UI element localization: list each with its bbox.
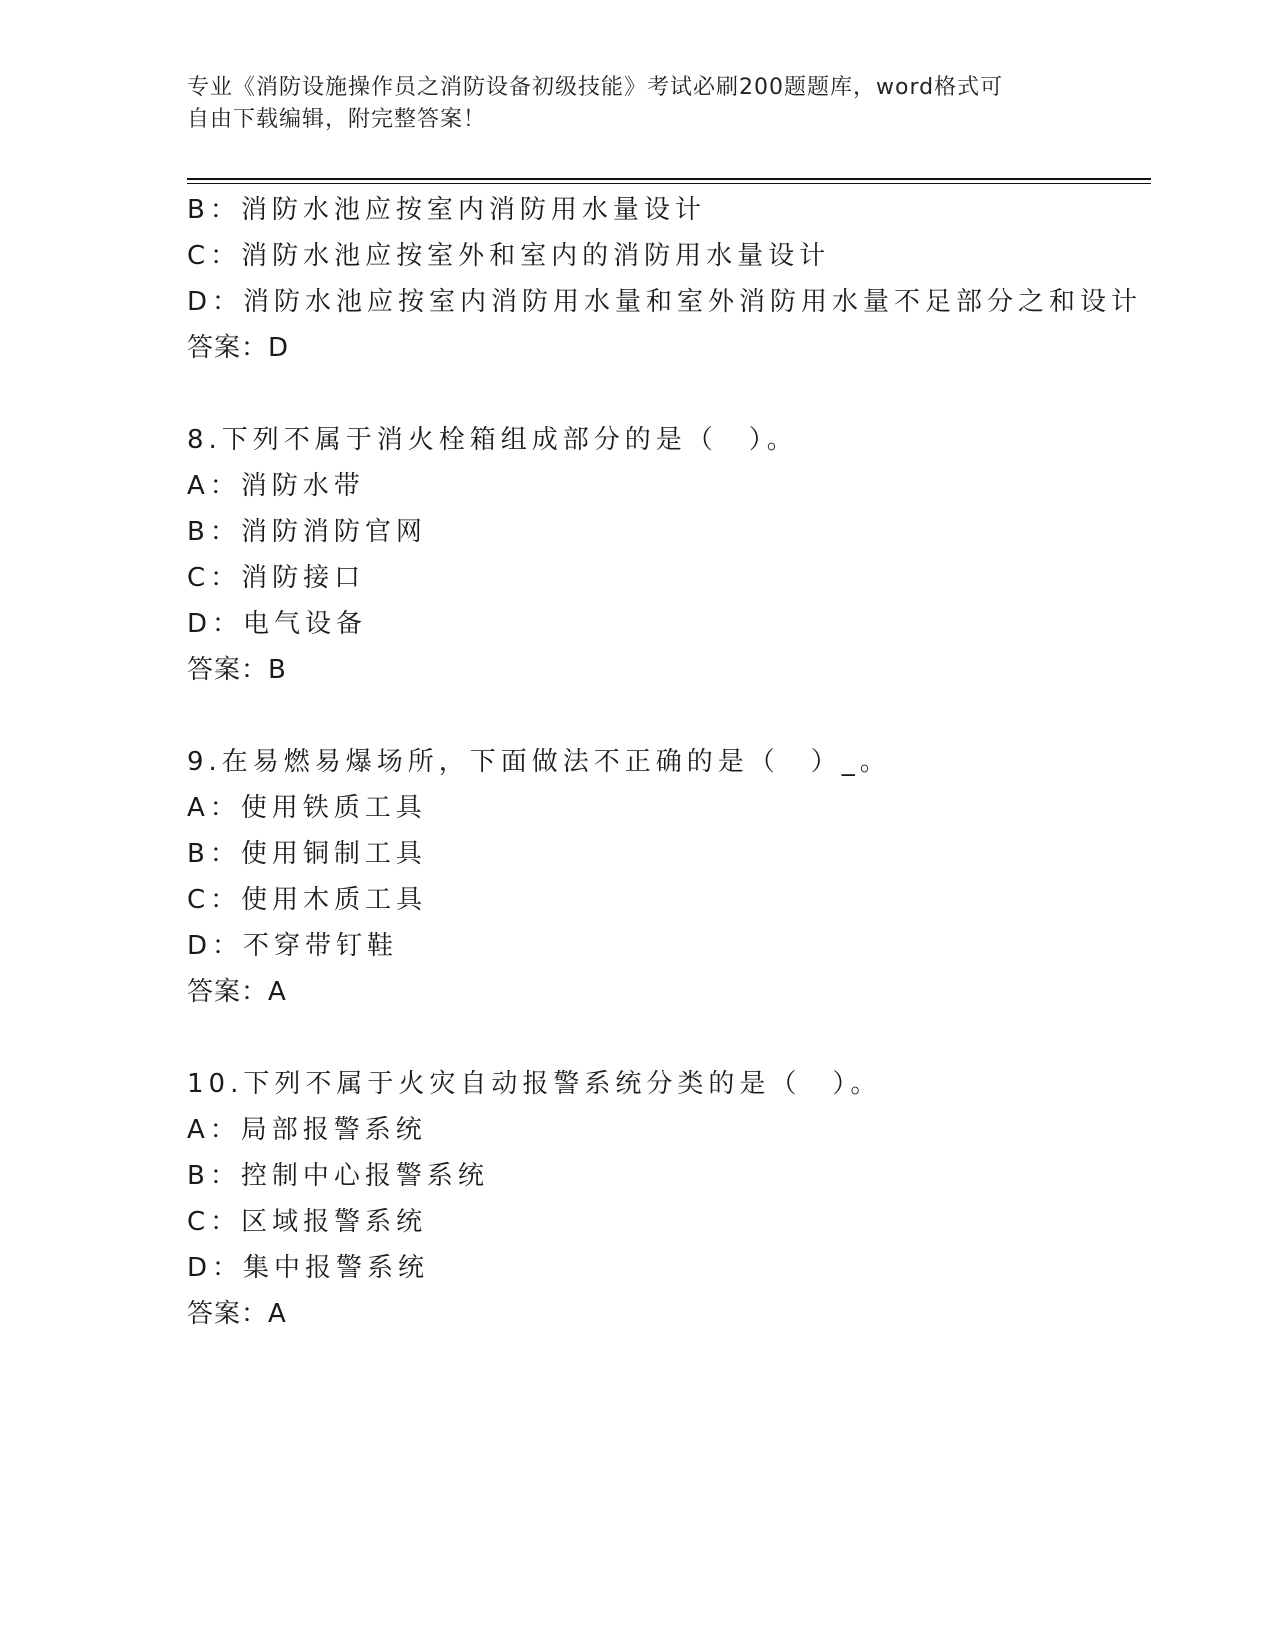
option-c: C：消防接口 <box>187 563 366 593</box>
answer: 答案：A <box>187 1299 287 1329</box>
option-d: D：消防水池应按室内消防用水量和室外消防用水量不足部分之和设计 <box>187 287 1143 317</box>
question-text: 9.在易燃易爆场所，下面做法不正确的是（ ）_。 <box>187 747 891 777</box>
option-b: B：消防消防官网 <box>187 517 427 547</box>
option-a: A：消防水带 <box>187 471 365 501</box>
option-c: C：消防水池应按室外和室内的消防用水量设计 <box>187 241 831 271</box>
option-b: B：控制中心报警系统 <box>187 1161 489 1191</box>
question-10 <box>187 1061 1151 1337</box>
option-d: D：不穿带钉鞋 <box>187 931 399 961</box>
header-title-line-1: 专业《消防设施操作员之消防设备初级技能》考试必刷200题题库，word格式可 <box>187 75 1004 100</box>
answer: 答案：D <box>187 333 290 363</box>
answer: 答案：B <box>187 655 287 685</box>
option-c: C：区域报警系统 <box>187 1207 428 1237</box>
option-b: B：消防水池应按室内消防用水量设计 <box>187 195 706 225</box>
question-text: 10.下列不属于火灾自动报警系统分类的是（ ）。 <box>187 1069 882 1099</box>
option-c: C：使用木质工具 <box>187 885 428 915</box>
option-d: D：集中报警系统 <box>187 1253 430 1283</box>
answer: 答案：A <box>187 977 287 1007</box>
option-d: D：电气设备 <box>187 609 368 639</box>
option-b: B：使用铜制工具 <box>187 839 427 869</box>
option-a: A：使用铁质工具 <box>187 793 427 823</box>
header-divider-thin <box>187 183 1151 184</box>
question-9 <box>187 739 1151 1015</box>
document-header <box>187 72 1067 136</box>
option-a: A：局部报警系统 <box>187 1115 427 1145</box>
header-title-line-2: 自由下载编辑，附完整答案！ <box>187 107 487 132</box>
question-7-tail <box>187 187 1151 371</box>
header-divider-thick <box>187 178 1151 180</box>
question-8 <box>187 417 1151 693</box>
question-text: 8.下列不属于消火栓箱组成部分的是（ ）。 <box>187 425 798 455</box>
question-list <box>187 187 1151 1337</box>
